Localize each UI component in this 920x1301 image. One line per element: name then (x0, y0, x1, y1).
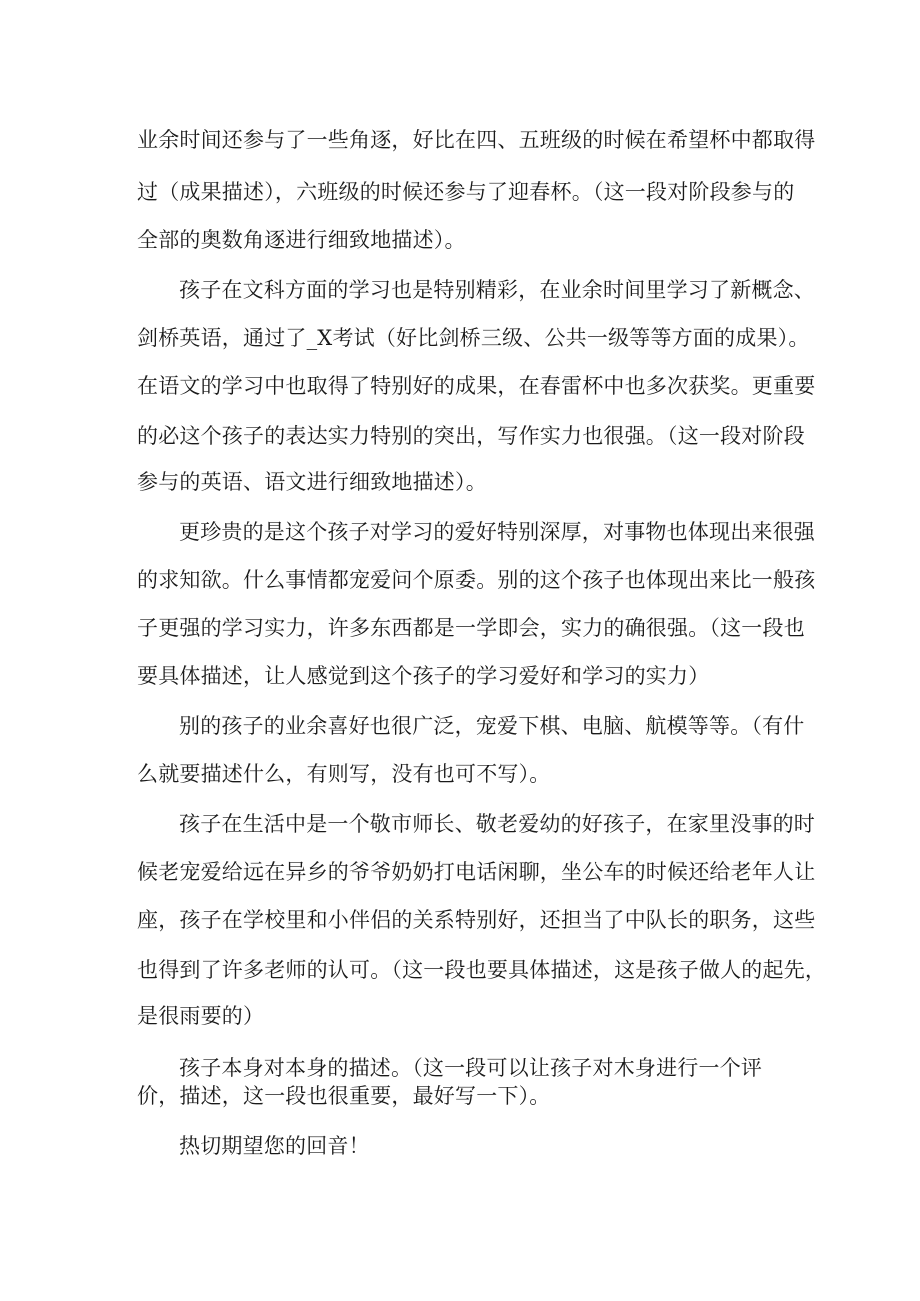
text-line: 孩子在生活中是一个敬市师长、敬老爱幼的好孩子，在家里没事的时 (179, 812, 815, 836)
text-line: 别的孩子的业余喜好也很广泛，宠爱下棋、电脑、航模等等。（有什 (179, 714, 805, 738)
text-line: 价，描述，这一段也很重要，最好写一下）。 (137, 1084, 551, 1108)
text-line: 座，孩子在学校里和小伴侣的关系特别好，还担当了中队长的职务，这些 (137, 908, 816, 932)
text-line: 子更强的学习实力，许多东西都是一学即会，实力的确很强。（这一段也 (137, 616, 805, 640)
text-line: 参与的英语、语文进行细致地描述）。 (137, 470, 487, 494)
closing-line: 热切期望您的回音！ (179, 1134, 370, 1158)
text-line: 的求知欲。什么事情都宠爱问个原委。别的这个孩子也体现出来比一般孩 (137, 568, 816, 592)
text-line: 是很雨要的） (137, 1004, 265, 1028)
text-line: 么就要描述什么，有则写，没有也可不写）。 (137, 762, 551, 786)
text-line: 也得到了许多老师的认可。（这一段也要具体描述，这是孩子做人的起先， (137, 958, 827, 982)
text-line: 候老宠爱给远在异乡的爷爷奶奶打电话闲聊，坐公车的时候还给老年人让 (137, 860, 816, 884)
text-line: 要具体描述，让人感觉到这个孩子的学习爱好和学习的实力） (137, 664, 710, 688)
text-line: 剑桥英语，通过了_X考试（好比剑桥三级、公共一级等等方面的成果）。 (137, 326, 810, 350)
text-line: 全部的奥数角逐进行细致地描述）。 (137, 228, 466, 252)
text-line: 更珍贵的是这个孩子对学习的爱好特别深厚，对事物也体现出来很强 (179, 520, 815, 544)
text-line: 孩子在文科方面的学习也是特别精彩，在业余时间里学习了新概念、 (179, 278, 815, 302)
text-line: 过（成果描述），六班级的时候还参与了迎春杯。（这一段对阶段参与的 (137, 180, 795, 204)
text-line: 的必这个孩子的表达实力特别的突出，写作实力也很强。（这一段对阶段 (137, 424, 805, 448)
text-line: 业余时间还参与了一些角逐，好比在四、五班级的时候在希望杯中都取得 (137, 128, 816, 152)
text-line: 孩子本身对本身的描述。（这一段可以让孩子对木身进行一个评 (179, 1056, 763, 1080)
text-line: 在语文的学习中也取得了特别好的成果，在春雷杯中也多次获奖。更重要 (137, 374, 816, 398)
